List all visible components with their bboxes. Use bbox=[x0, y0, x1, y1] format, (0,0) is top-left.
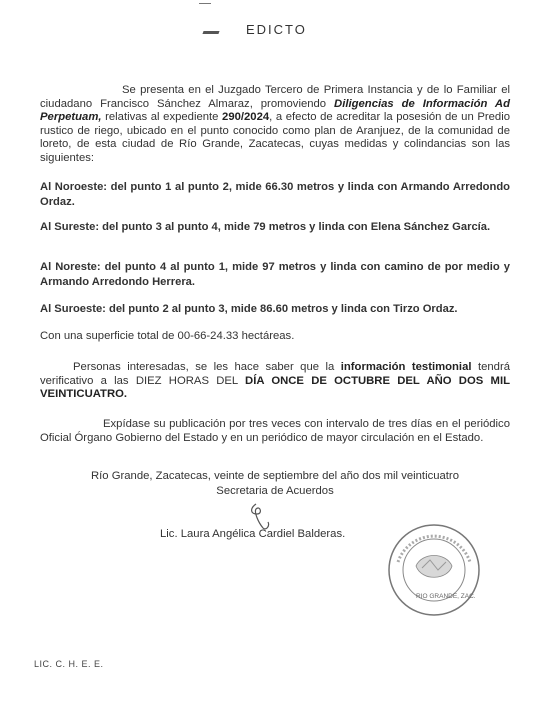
notice-testimonial: información testimonial bbox=[340, 361, 472, 373]
title-mark bbox=[202, 31, 219, 34]
boundary-northwest: Al Noroeste: del punto 1 al punto 2, mide 66.30 metros y linda con Armando Arredondo Ordaz. bbox=[40, 181, 510, 208]
intro-text-2: relativas al expediente bbox=[101, 111, 223, 123]
intro-paragraph bbox=[40, 84, 510, 165]
boundary-southeast: Al Sureste: del punto 3 al punto 4, mide 79 metros y linda con Elena Sánchez García. bbox=[40, 221, 491, 233]
notice-text-1: Personas interesadas, se les hace saber que la bbox=[73, 361, 341, 373]
notice-date: DÍA ONCE DE OCTUBRE DEL AÑO DOS MIL VEINTICUATRO. bbox=[40, 374, 510, 400]
secretary-role: Secretaria de Acuerdos bbox=[216, 485, 334, 497]
boundary-southwest: Al Suroeste: del punto 2 al punto 3, mide 86.60 metros y linda con Tirzo Ordaz. bbox=[40, 303, 458, 315]
footer-initials: LIC. C. H. E. E. bbox=[34, 659, 104, 669]
place-date: Río Grande, Zacatecas, veinte de septiembre del año dos mil veinticuatro bbox=[91, 470, 459, 482]
signatory-name: Lic. Laura Angélica Cardiel Balderas. bbox=[160, 528, 346, 540]
court-seal-icon bbox=[386, 522, 482, 618]
publication-paragraph: Expídase su publicación por tres veces con intervalo de tres días en el periódico Oficial Órgano Gobierno del Estado y en un periódico de mayor circulación en el Estado. bbox=[40, 418, 510, 444]
seal-text: RIO GRANDE, ZAC. bbox=[416, 593, 476, 600]
surface-line: Con una superficie total de 00-66-24.33 hectáreas. bbox=[40, 330, 295, 342]
boundary-northeast: Al Noreste: del punto 4 al punto 1, mide 97 metros y linda con camino de por medio y Armando Arredondo Herrera. bbox=[40, 261, 510, 288]
intro-text-1: Se presenta en el Juzgado Tercero de Primera Instancia y de lo Familiar el ciudadano Francisco Sánchez Almaraz, promoviendo bbox=[40, 84, 510, 110]
case-number: 290/2024 bbox=[222, 111, 270, 123]
notice-paragraph bbox=[40, 361, 510, 402]
intro-text-3: , a efecto de acreditar la posesión de un Predio rustico de riego, ubicado en el punto conocido como plan de Aranjuez, de la comunidad de loreto, de esta ciudad de Río Grande, Zacatecas, cuyas medidas y colindancias son las siguientes: bbox=[40, 111, 510, 164]
procedure-name: Diligencias de Información Ad Perpetuam, bbox=[40, 97, 510, 123]
document-title: EDICTO bbox=[246, 22, 307, 37]
top-dash bbox=[199, 3, 211, 4]
notice-text-2: tendrá verificativo a las DIEZ HORAS DEL bbox=[40, 361, 510, 387]
